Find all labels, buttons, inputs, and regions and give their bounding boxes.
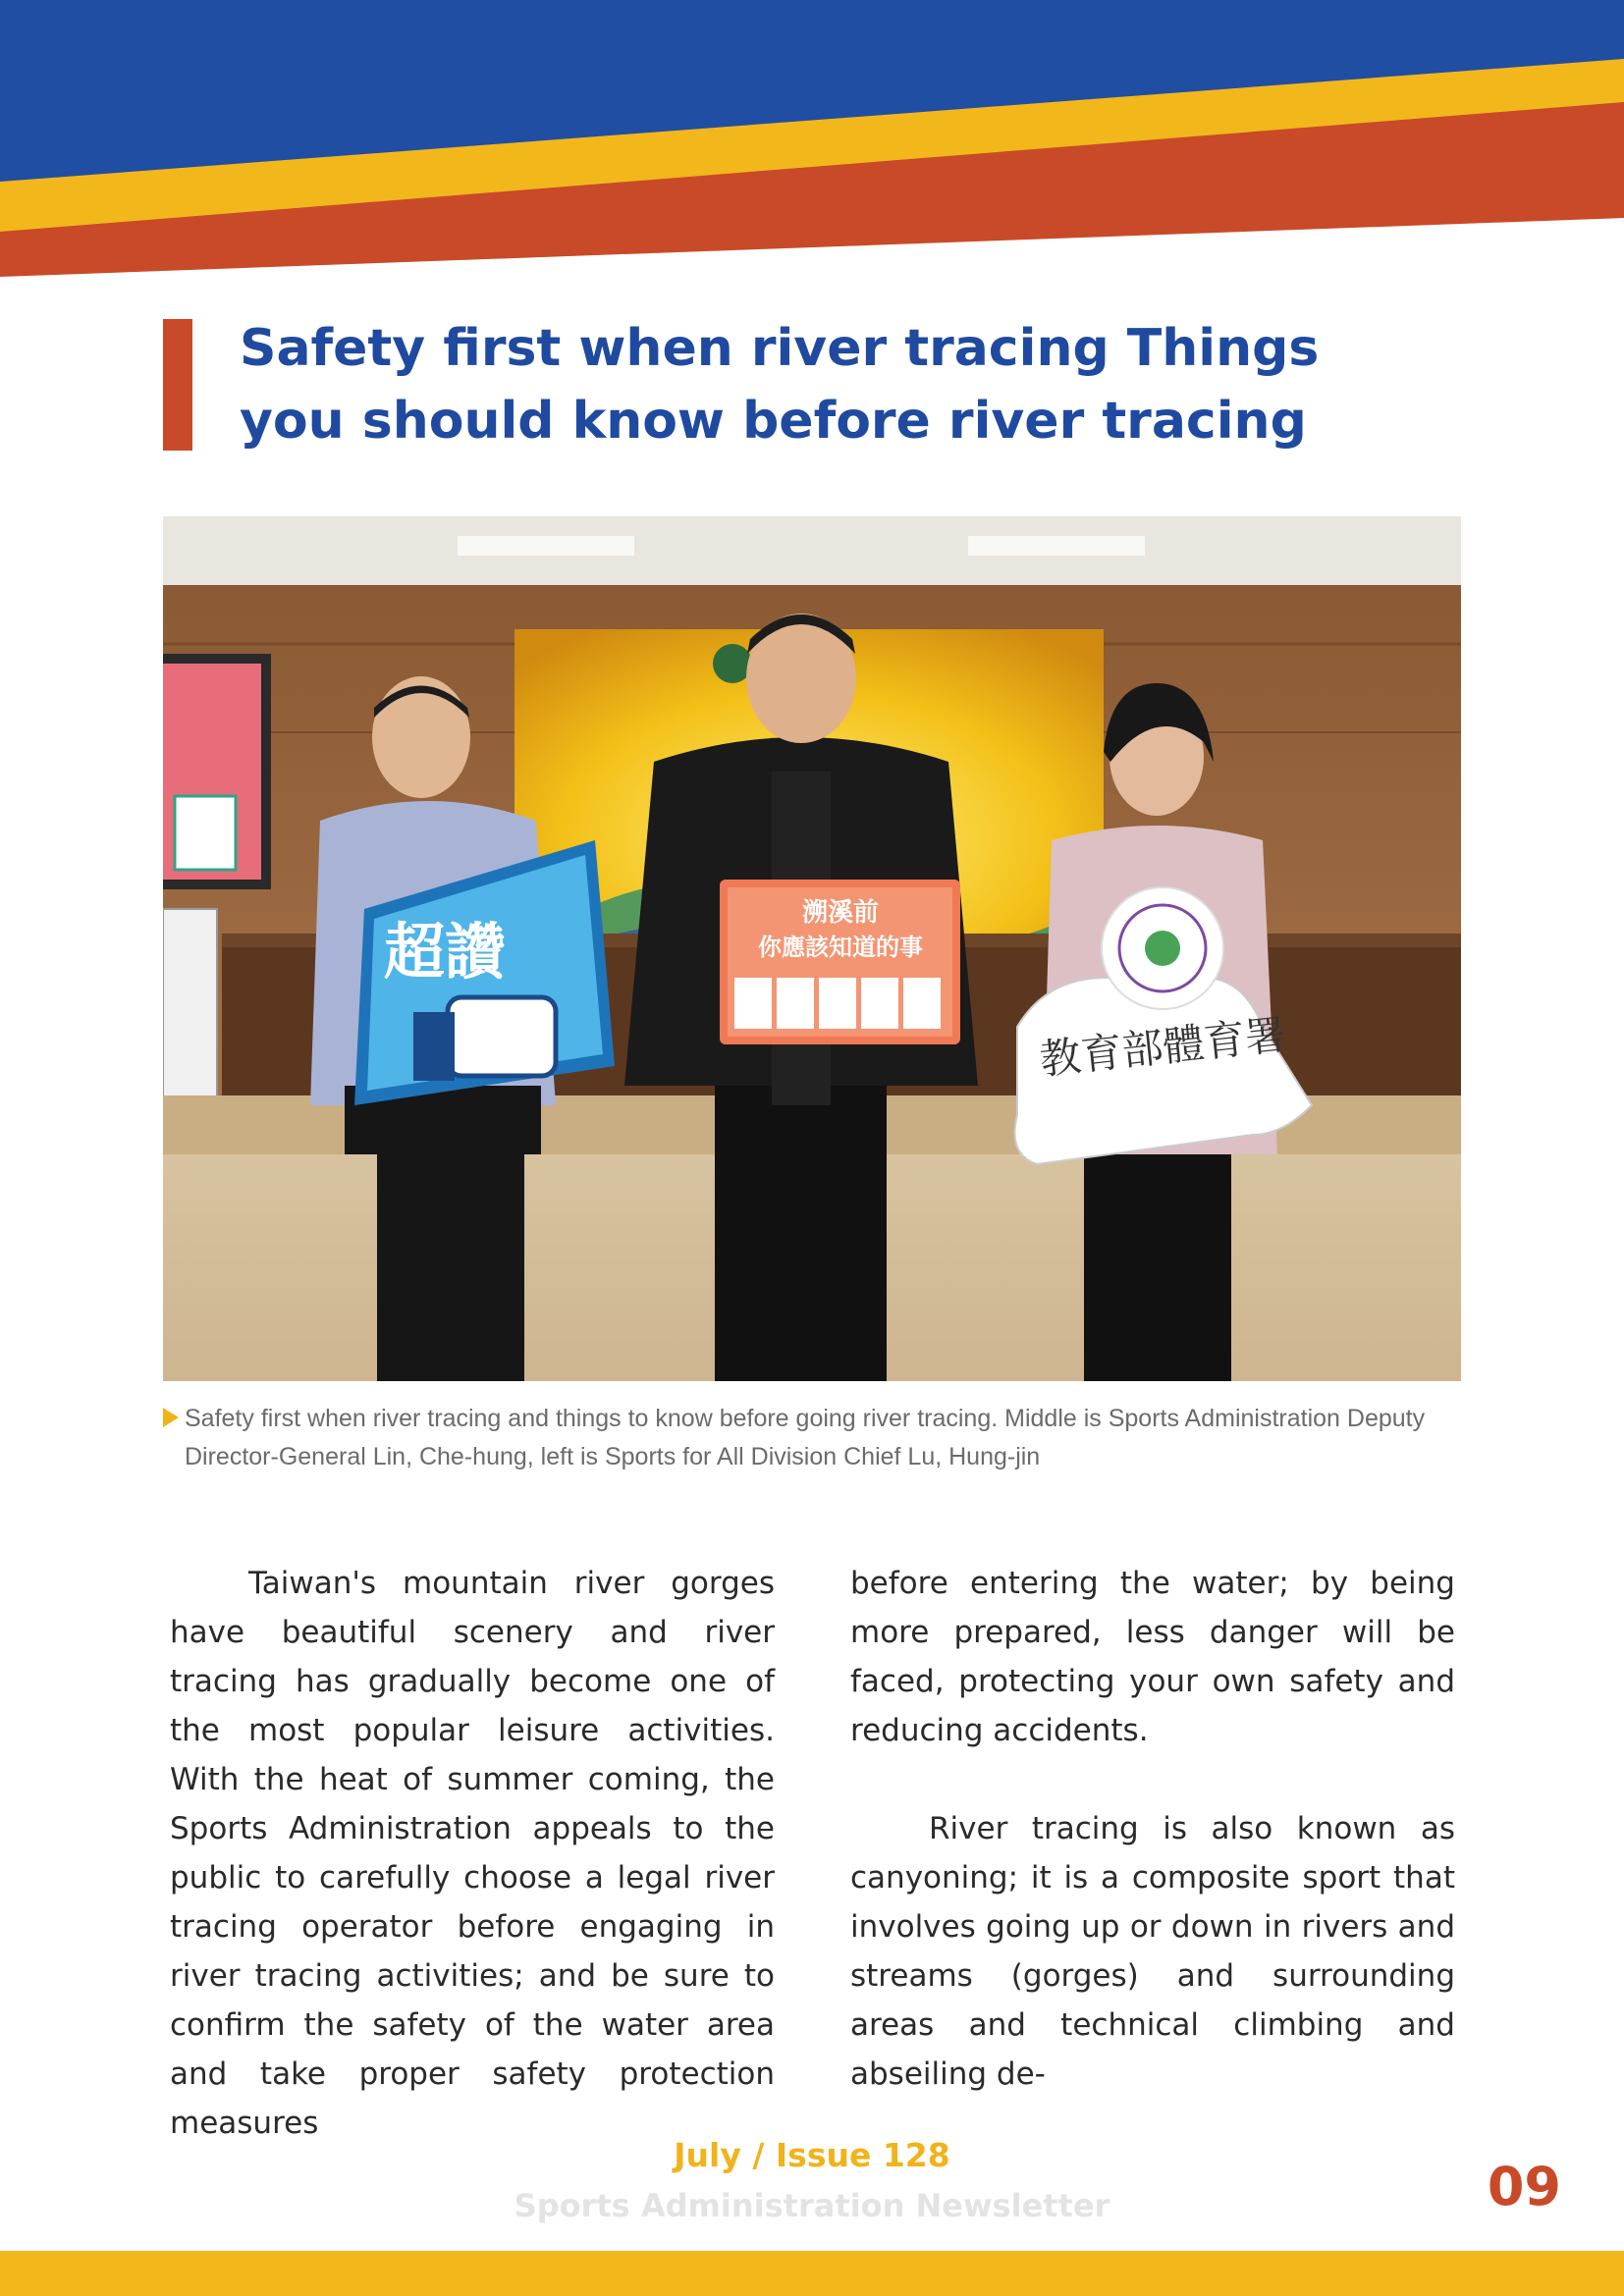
body-paragraph-2: before entering the water; by being more prepared, less danger will be faced, protecting your own safety and reducing accidents.	[850, 1566, 1455, 1748]
footer-issue: July / Issue 128	[674, 2136, 950, 2174]
page-number: 09	[1487, 2156, 1561, 2217]
footer-bar	[0, 2251, 1624, 2296]
footer-publication-name: Sports Administration Newsletter	[514, 2187, 1110, 2224]
caption-text: Safety first when river tracing and things to know before going river tracing. Middle is Sports Administration Deputy Director-General Lin, Che-hung, left is Sports for All Division Chief Lu, Hung-jin	[185, 1405, 1426, 1470]
sign-river-title2: 你應該知道的事	[758, 934, 923, 961]
body-column-right	[850, 1559, 1455, 2099]
article-title	[240, 312, 1418, 457]
header-banner	[0, 0, 1624, 294]
body-paragraph-3: River tracing is also known as canyoning; it is a composite sport that involves going up or down in rivers and streams (gorges) and surrounding areas and technical climbing and abseiling de-	[850, 1811, 1455, 2092]
title-accent-bar	[163, 319, 192, 451]
photo-caption	[163, 1400, 1469, 1476]
sign-like-text: 超讚	[384, 916, 507, 988]
sign-river-title1: 溯溪前	[801, 898, 880, 928]
photo-illustration	[163, 516, 1461, 1381]
article-photo	[163, 516, 1461, 1381]
article-title-line-1: Safety first when river tracing Things	[240, 319, 1320, 378]
caption-triangle-icon	[163, 1408, 179, 1427]
body-column-left	[170, 1559, 775, 2148]
article-title-line-2: you should know before river tracing	[240, 392, 1307, 451]
sign-ministry-text: 教育部體育署	[1037, 1010, 1289, 1085]
sign-river-tips	[720, 880, 960, 1044]
body-paragraph-1: Taiwan's mountain river gorges have beautiful scenery and river tracing has gradually become one of the most popular leisure activities. With the heat of summer coming, the Sports Administration appeals to the public to carefully choose a legal river tracing operator before engaging in river tracing activities; and be sure to confirm the safety of the water area and take proper safety protection measures	[170, 1566, 775, 2141]
